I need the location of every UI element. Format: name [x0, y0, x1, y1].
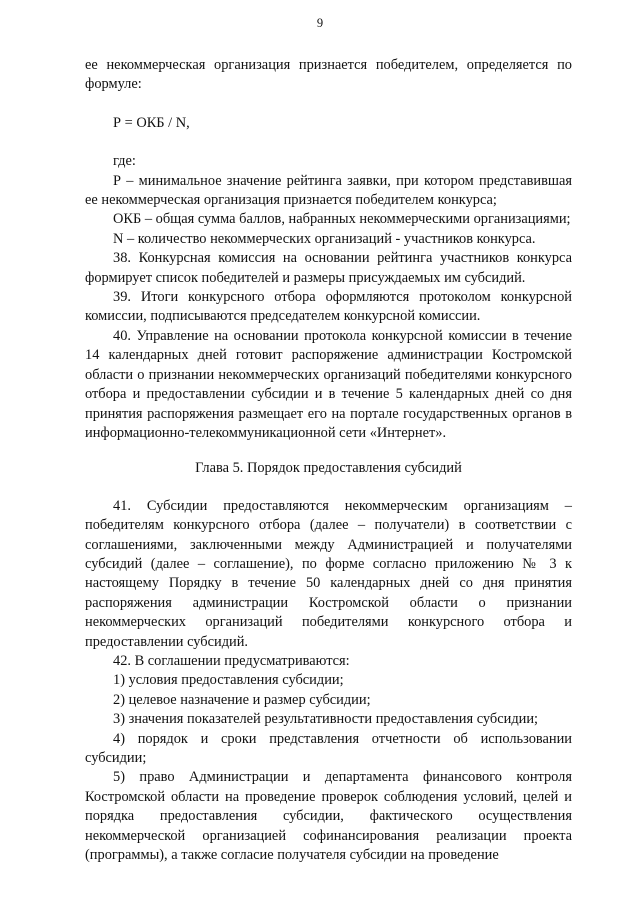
clause-38: 38. Конкурсная комиссия на основании рейтинга участников конкурса формирует список победителей и размеры присуждаемых им субсидий. — [85, 250, 572, 286]
intro-paragraph: ее некоммерческая организация признается победителем, определяется по формуле: — [85, 57, 572, 93]
document-body — [85, 56, 572, 865]
clause-42-item-1: 1) условия предоставления субсидии; — [113, 672, 344, 689]
definition-p: Р – минимальное значение рейтинга заявки, при котором представившая ее некоммерческая организация признается победителем конкурса; — [85, 172, 572, 209]
chapter-5-heading: Глава 5. Порядок предоставления субсидий — [195, 460, 462, 477]
clause-42-item-4: 4) порядок и сроки представления отчетности об использовании субсидии; — [85, 730, 572, 766]
clause-42-item-2: 2) целевое назначение и размер субсидии; — [113, 691, 371, 708]
clause-42-item-5: 5) право Администрации и департамента финансового контроля Костромской области на проведение проверок соблюдения условий, целей и порядка предоставления субсидии, фактического осуществления некоммерческой организацией софинансирования реализации проекта (программы), а также согласие получателя субсидии на проведение — [85, 769, 572, 864]
definition-okb: ОКБ – общая сумма баллов, набранных некоммерческими организациями; — [113, 211, 571, 228]
clause-40: 40. Управление на основании протокола конкурсной комиссии в течение 14 календарных дней готовит распоряжение администрации Костромской области о признании некоммерческих организаций победителями конкурсного отбора и предоставлении субсидии и в течение 5 календарных дней со дня принятия распоряжения размещает его на портале государственных органов в информационно-телекоммуникационной сети «Интернет». — [85, 327, 572, 441]
definition-n: N – количество некоммерческих организаций - участников конкурса. — [113, 230, 536, 247]
where-label: где: — [113, 153, 136, 170]
clause-42-item-3: 3) значения показателей результативности предоставления субсидии; — [113, 711, 539, 728]
page-number: 9 — [316, 16, 324, 30]
clause-41: 41. Субсидии предоставляются некоммерческим организациям – победителям конкурсного отбора (далее – получатели) в соответствии с соглашениями, заключенными между Администрацией и получателями субсидий (далее – соглашение), по форме согласно приложению № 3 к настоящему Порядку в течение 50 календарных дней со дня принятия распоряжения администрации Костромской области о признании некоммерческих организаций победителями конкурсного отбора и предоставлении субсидий. — [85, 497, 572, 650]
clause-42: 42. В соглашении предусматриваются: — [113, 652, 350, 669]
rating-formula: Р = ОКБ / N, — [113, 114, 190, 131]
clause-39: 39. Итоги конкурсного отбора оформляются протоколом конкурсной комиссии, подписываются председателем конкурсной комиссии. — [85, 289, 572, 325]
